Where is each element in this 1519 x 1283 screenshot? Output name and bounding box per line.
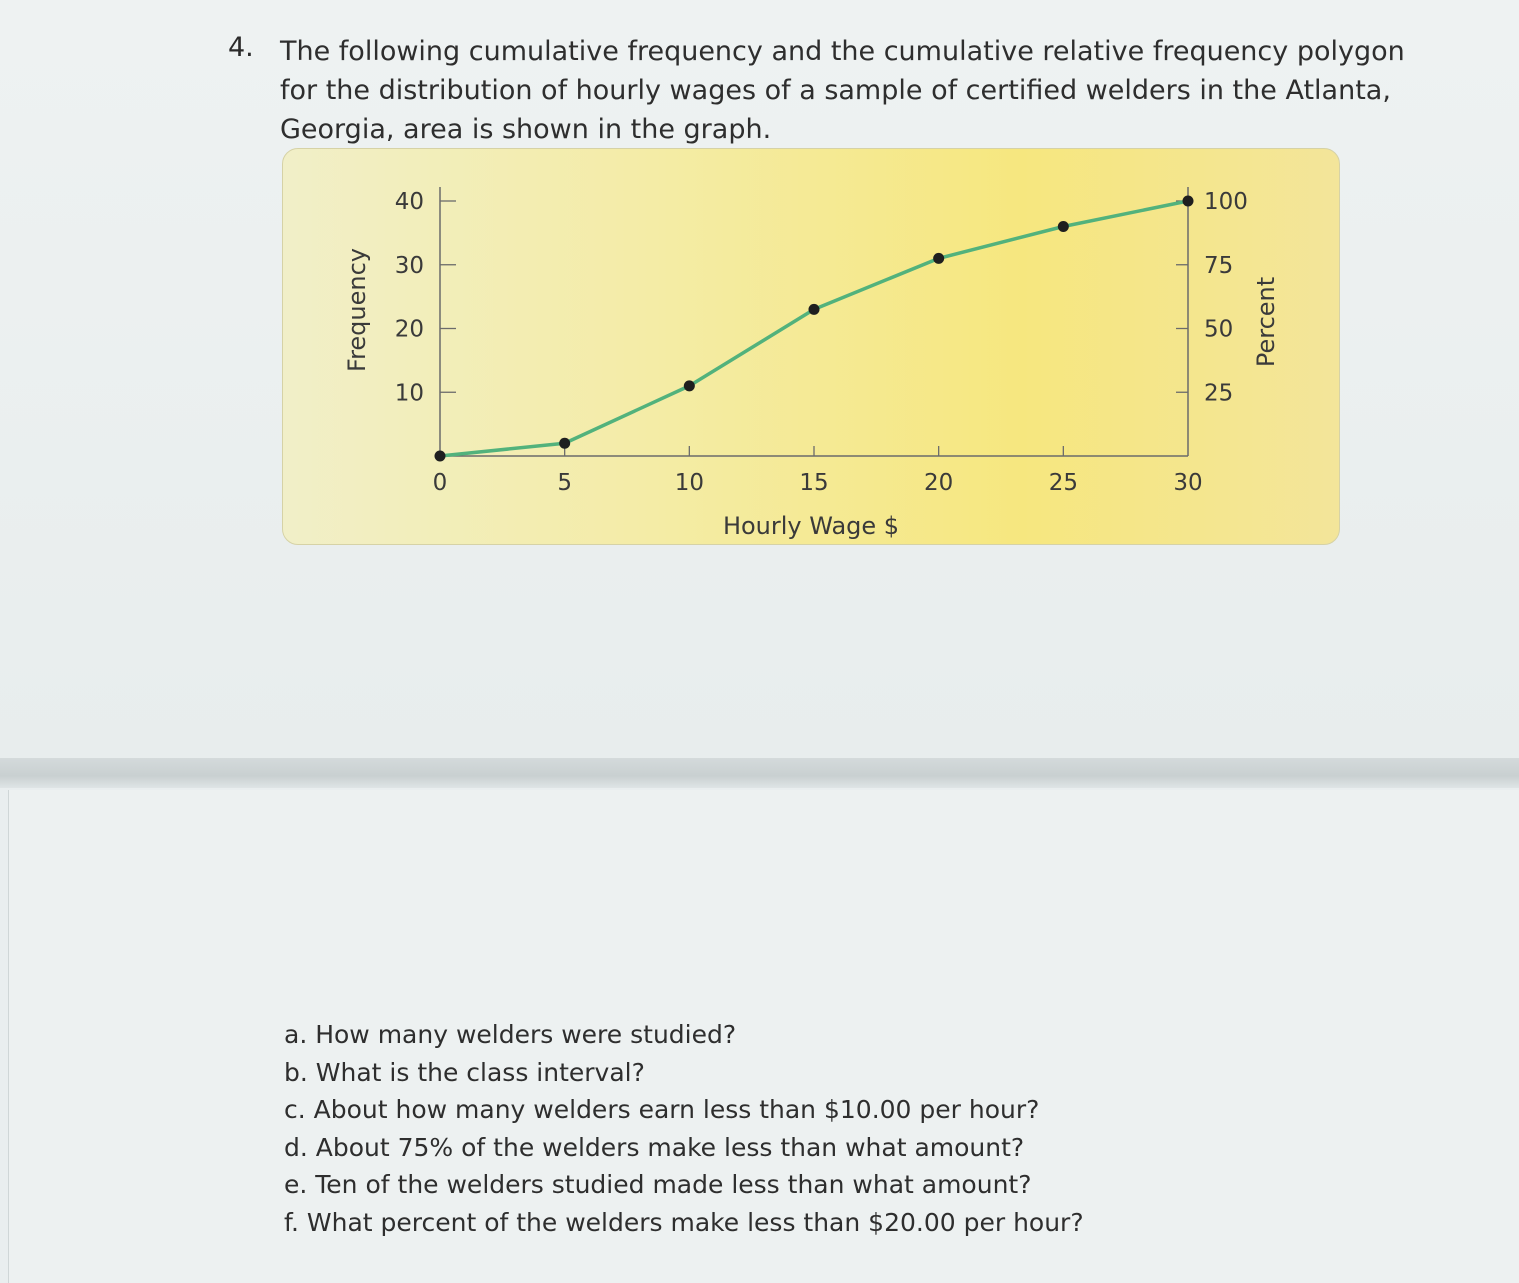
sub-question-b: b. What is the class interval? xyxy=(284,1057,645,1087)
sub-question-f: f. What percent of the welders make less than $20.00 per hour? xyxy=(284,1207,1084,1237)
y-axis-title: Frequency xyxy=(343,248,371,372)
sub-question-c: c. About how many welders earn less than $10.00 per hour? xyxy=(284,1095,1040,1124)
x-tick-label: 0 xyxy=(432,470,448,496)
x-tick-label: 10 xyxy=(674,470,704,496)
y-tick-label-left: 30 xyxy=(394,252,424,279)
y-tick-label-right: 100 xyxy=(1204,189,1248,215)
cumulative-frequency-line xyxy=(440,201,1188,456)
sub-question-list xyxy=(284,1016,1184,1241)
data-point xyxy=(1183,196,1194,207)
data-point xyxy=(1058,221,1069,232)
data-point xyxy=(559,438,570,449)
data-point xyxy=(933,253,944,264)
y-tick-label-left: 10 xyxy=(394,380,424,407)
data-point xyxy=(435,451,446,462)
question-number: 4. xyxy=(228,32,254,63)
x-tick-label: 15 xyxy=(799,470,829,496)
x-tick-label: 5 xyxy=(557,470,572,496)
panel-divider xyxy=(0,758,1519,788)
y2-axis-title: Percent xyxy=(1252,276,1280,368)
sub-question-a: a. How many welders were studied? xyxy=(284,1020,737,1049)
x-tick-label: 30 xyxy=(1173,470,1203,496)
sub-question-d: d. About 75% of the welders make less than what amount? xyxy=(284,1132,1025,1162)
y-tick-label-left: 40 xyxy=(394,189,424,215)
data-point xyxy=(684,380,695,391)
cumulative-frequency-chart xyxy=(283,149,1339,544)
sub-question-e: e. Ten of the welders studied made less than what amount? xyxy=(284,1170,1032,1199)
y-tick-label-right: 25 xyxy=(1204,380,1234,407)
x-tick-label: 20 xyxy=(924,470,954,496)
data-point xyxy=(809,304,820,315)
y-tick-label-right: 75 xyxy=(1204,252,1234,279)
y-tick-label-left: 20 xyxy=(394,316,424,343)
y-tick-label-right: 50 xyxy=(1204,316,1234,343)
chart-panel xyxy=(282,148,1340,545)
x-axis-title: Hourly Wage $ xyxy=(722,512,900,540)
x-tick-label: 25 xyxy=(1048,470,1078,496)
question-text: The following cumulative frequency and the cumulative relative frequency polygon for the distribution of hourly wages of a sample of certified welders in the Atlanta, Georgia, area is shown in the graph. xyxy=(280,36,1405,145)
